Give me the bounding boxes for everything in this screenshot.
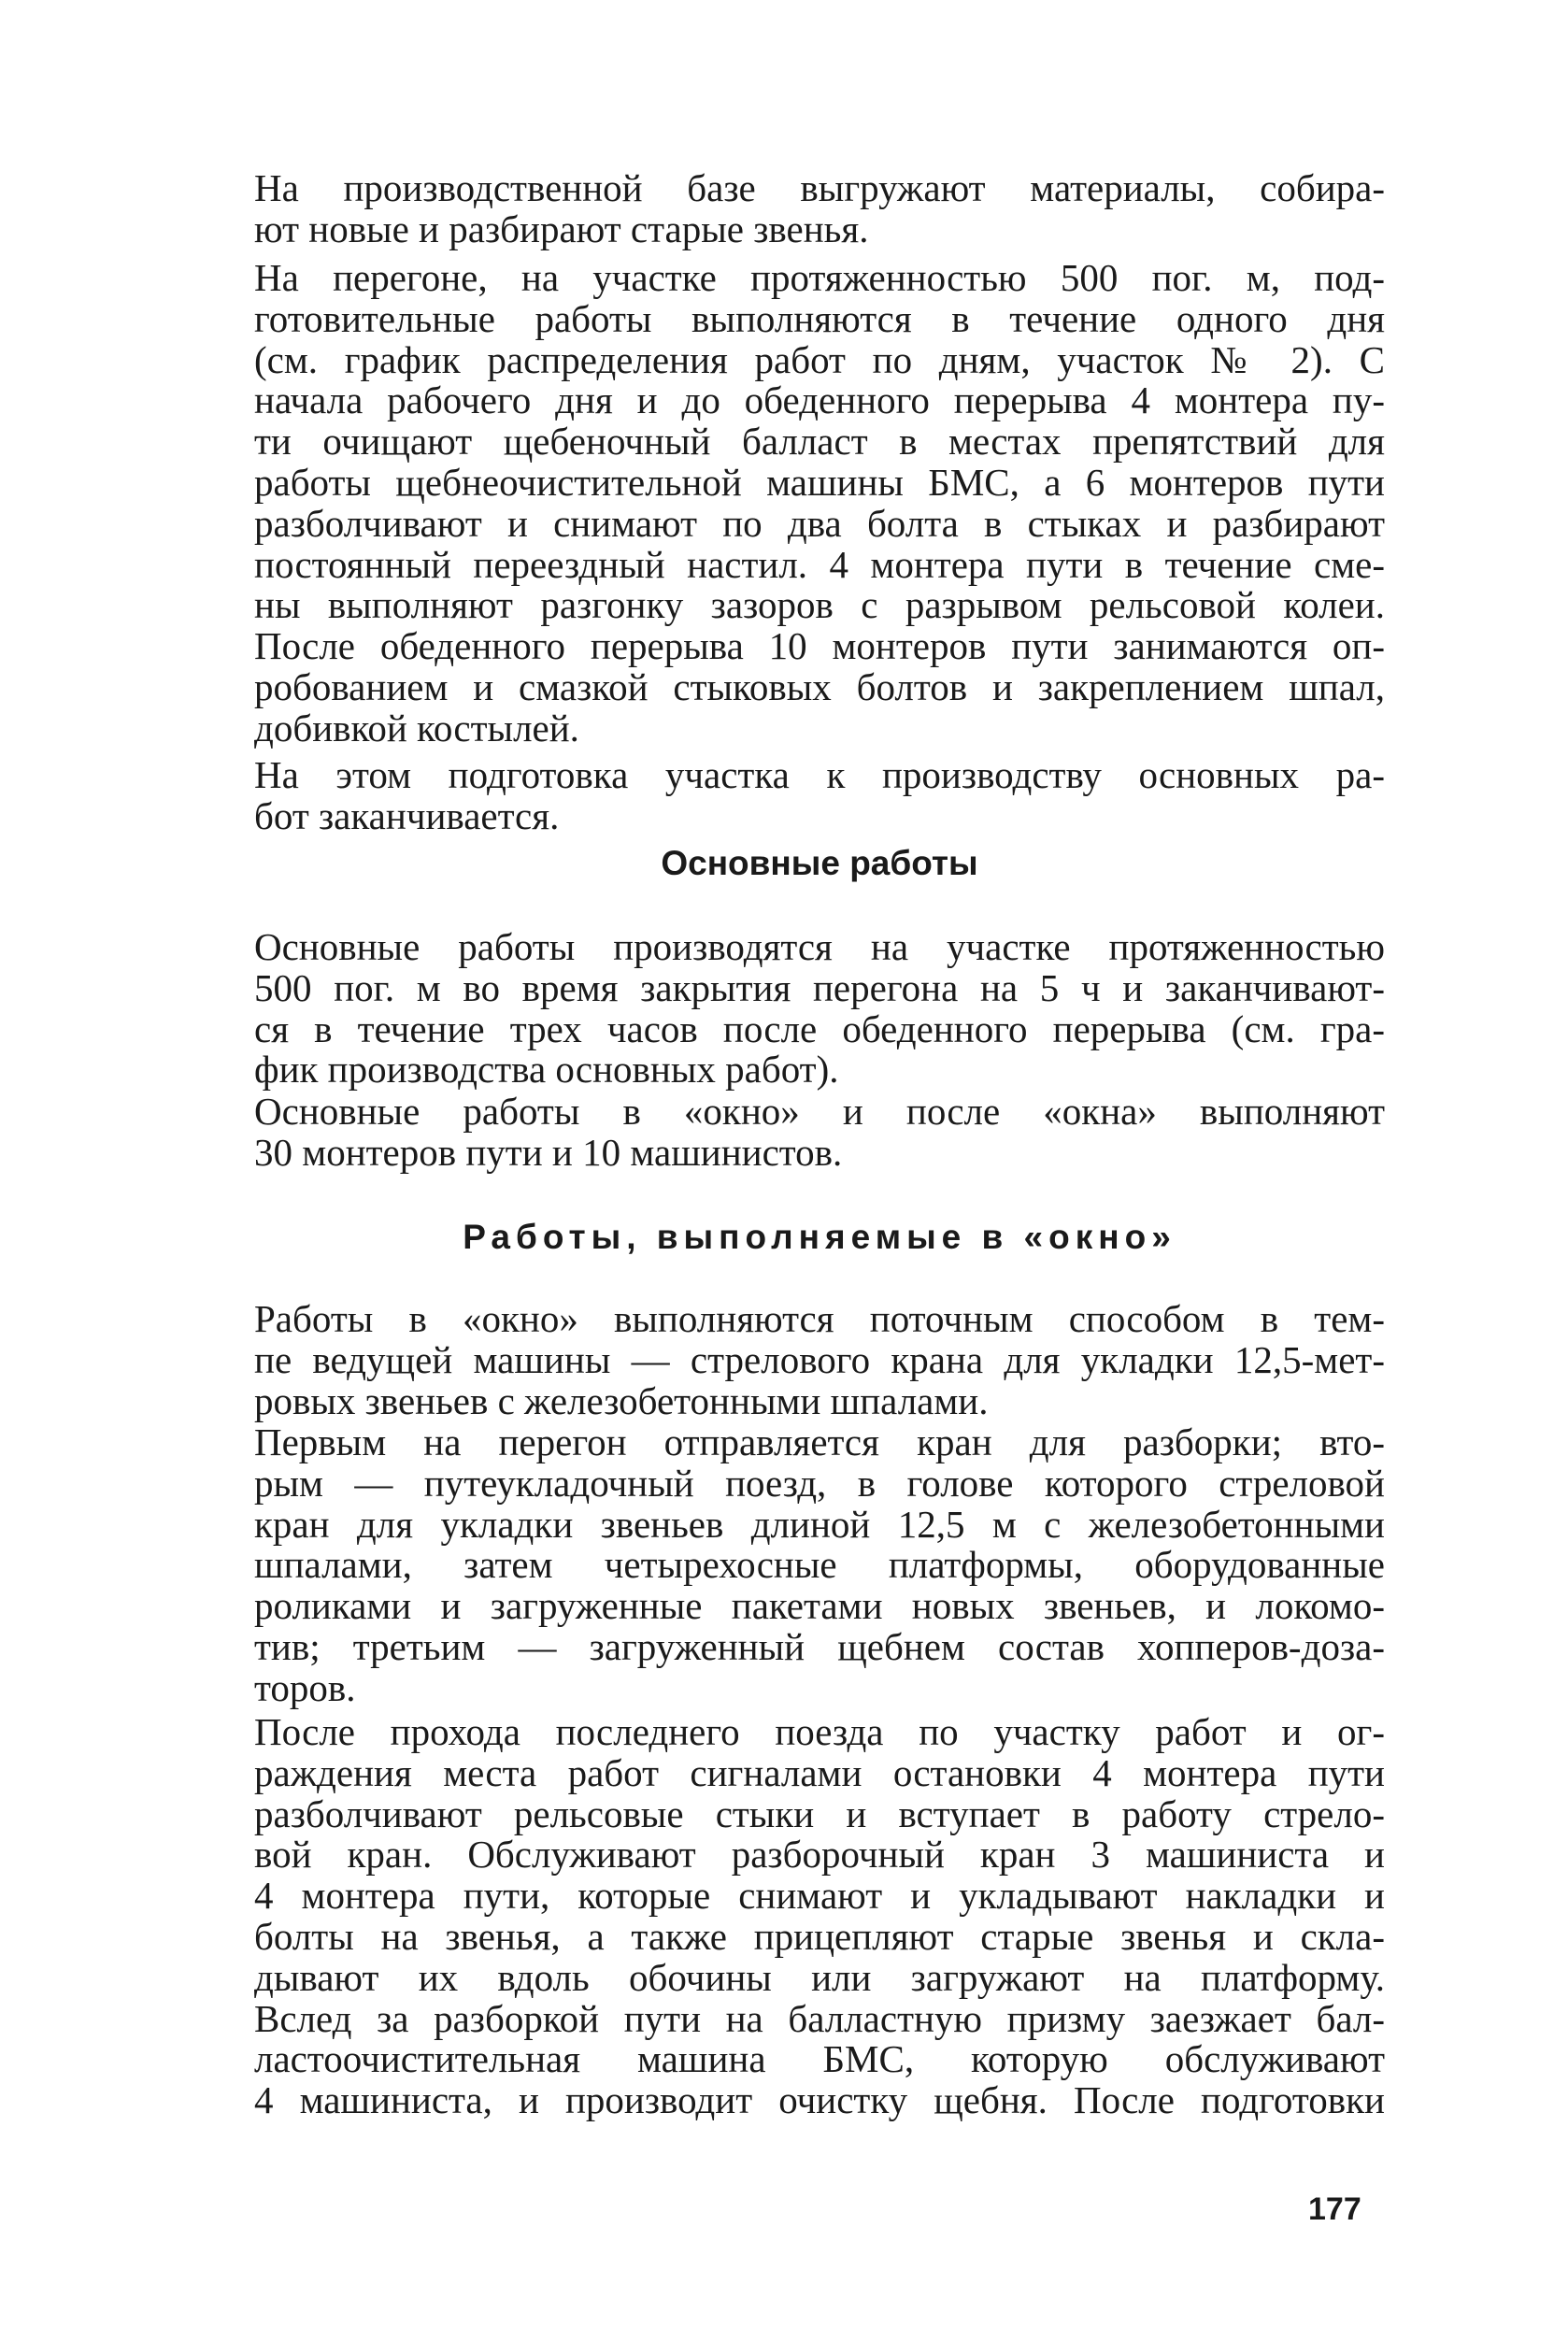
- text-line: 4 монтера пути, которые снимают и укладывают накладки и: [254, 1874, 1385, 1918]
- text-line: вой кран. Обслуживают разборочный кран 3 машиниста и: [254, 1833, 1385, 1877]
- page-number: 177: [1308, 2191, 1361, 2227]
- text-line: тив; третьим — загруженный щебнем состав хопперов-доза-: [254, 1624, 1385, 1668]
- paragraph: [254, 1092, 1385, 1174]
- paragraph: [254, 1299, 1385, 1421]
- text-line: 4 машиниста, и производит очистку щебня. После подготовки: [254, 2078, 1385, 2122]
- text-line: Основные работы производятся на участке протяженностью: [254, 925, 1385, 968]
- text-line: пе ведущей машины — стрелового крана для укладки 12,5-мет-: [254, 1337, 1385, 1381]
- paragraph: [254, 755, 1385, 837]
- paragraph: [254, 258, 1385, 749]
- text-line: На этом подготовка участка к производству основных ра-: [254, 753, 1385, 796]
- text-line: кран для укладки звеньев длиной 12,5 м с железобетонными: [254, 1502, 1385, 1546]
- text-line: работы щебнеочистительной машины БМС, а 6 монтеров пути: [254, 460, 1385, 504]
- text-line: 500 пог. м во время закрытия перегона на 5 ч и заканчивают-: [254, 965, 1385, 1009]
- section-heading-main-works: Основные работы: [661, 844, 978, 882]
- text-line: робованием и смазкой стыковых болтов и закреплением шпал,: [254, 664, 1385, 708]
- text-line: начала рабочего дня и до обеденного перерыва 4 монтера пу-: [254, 378, 1385, 422]
- text-line: добивкой костылей.: [254, 706, 579, 749]
- text-line: После прохода последнего поезда по участку работ и ог-: [254, 1710, 1385, 1753]
- text-line: ся в течение трех часов после обеденного перерыва (см. гра-: [254, 1006, 1385, 1050]
- text-line: Вслед за разборкой пути на балластную призму заезжает бал-: [254, 1996, 1385, 2040]
- text-line: (см. график распределения работ по дням, участок № 2). С: [254, 337, 1385, 381]
- section-heading-window-works: Работы, выполняемые в «окно»: [463, 1218, 1176, 1256]
- text-line: болты на звенья, а также прицепляют старые звенья и скла-: [254, 1914, 1385, 1958]
- text-line: торов.: [254, 1665, 356, 1709]
- text-line: роликами и загруженные пакетами новых звеньев, и локомо-: [254, 1584, 1385, 1628]
- text-line: шпалами, затем четырехосные платформы, оборудованные: [254, 1543, 1385, 1587]
- paragraph: [254, 1422, 1385, 1709]
- text-line: ны выполняют разгонку зазоров с разрывом рельсовой колеи.: [254, 583, 1385, 627]
- text-line: ластоочистительная машина БМС, которую обслуживают: [254, 2037, 1385, 2081]
- text-line: дывают их вдоль обочины или загружают на платформу.: [254, 1955, 1385, 1999]
- text-line: После обеденного перерыва 10 монтеров пути занимаются оп-: [254, 624, 1385, 668]
- paragraph: [254, 927, 1385, 1091]
- text-line: На перегоне, на участке протяженностью 500 пог. м, под-: [254, 256, 1385, 299]
- text-line: На производственной базе выгружают материалы, собира-: [254, 166, 1385, 209]
- text-line: фик производства основных работ).: [254, 1048, 839, 1092]
- text-line: постоянный переездный настил. 4 монтера пути в течение сме-: [254, 542, 1385, 586]
- text-line: разболчивают и снимают по два болта в стыках и разбирают: [254, 501, 1385, 545]
- text-line: ют новые и разбирают старые звенья.: [254, 207, 869, 250]
- text-line: бот заканчивается.: [254, 793, 560, 837]
- text-line: готовительные работы выполняются в течение одного дня: [254, 296, 1385, 340]
- text-line: 30 монтеров пути и 10 машинистов.: [254, 1130, 843, 1174]
- text-line: Первым на перегон отправляется кран для разборки; вто-: [254, 1420, 1385, 1463]
- text-line: Работы в «окно» выполняются поточным способом в тем-: [254, 1297, 1385, 1340]
- text-line: ровых звеньев с железобетонными шпалами.: [254, 1378, 989, 1422]
- paragraph: [254, 1712, 1385, 2121]
- paragraph: [254, 168, 1385, 250]
- text-line: рым — путеукладочный поезд, в голове которого стреловой: [254, 1461, 1385, 1505]
- text-line: ти очищают щебеночный балласт в местах препятствий для: [254, 420, 1385, 464]
- text-line: разболчивают рельсовые стыки и вступает в работу стрело-: [254, 1791, 1385, 1835]
- text-line: раждения места работ сигналами остановки 4 монтера пути: [254, 1750, 1385, 1794]
- text-line: Основные работы в «окно» и после «окна» выполняют: [254, 1090, 1385, 1133]
